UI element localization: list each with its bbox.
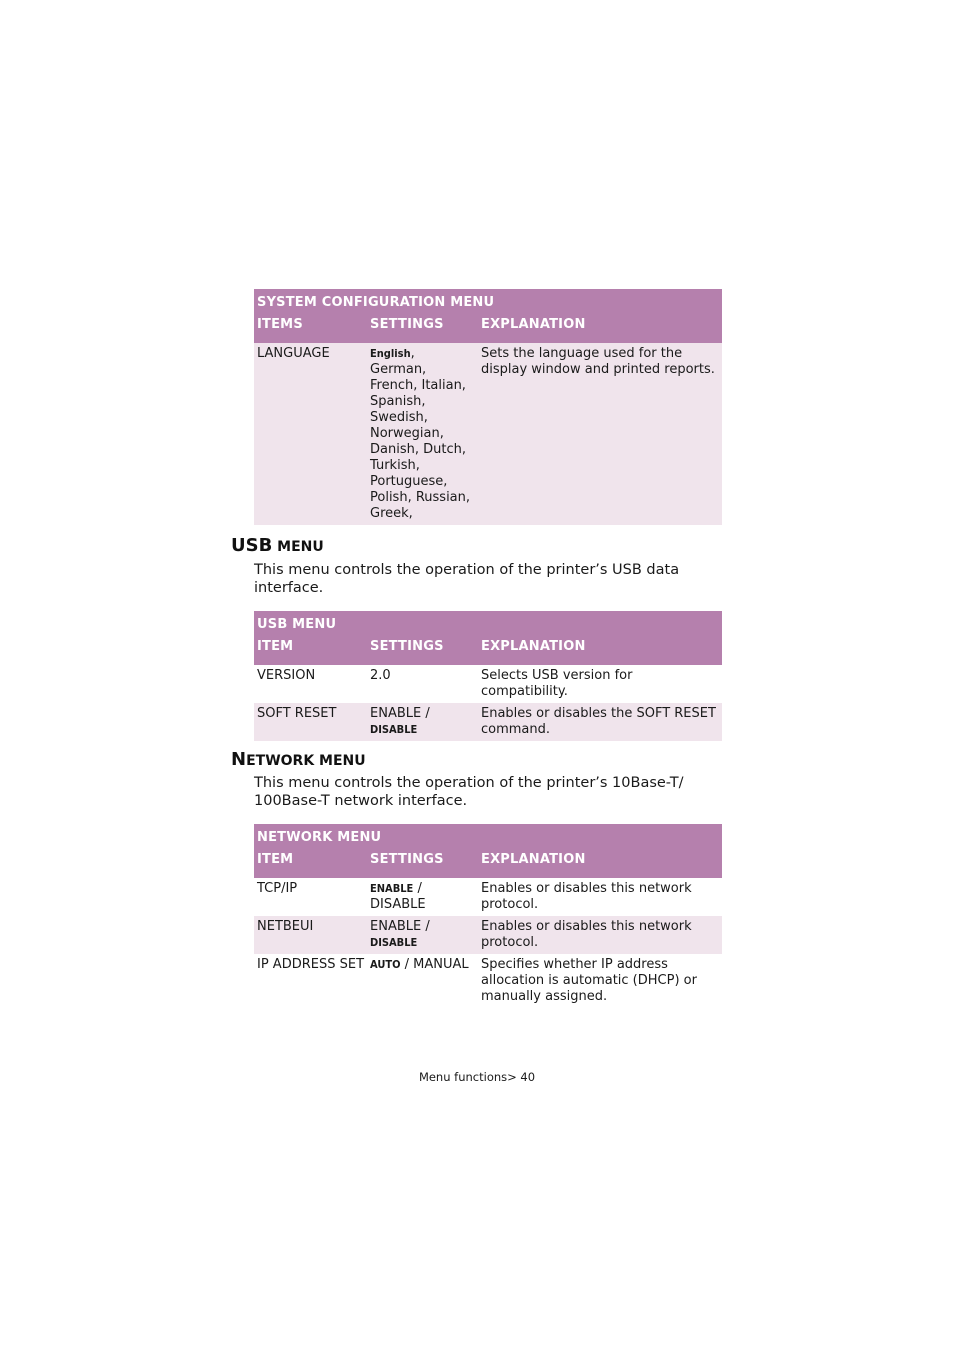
default-setting: AUTO <box>370 958 401 971</box>
default-setting: DISABLE <box>370 723 418 736</box>
item-cell: IP ADDRESS SET <box>254 954 367 1008</box>
table-row <box>254 916 722 954</box>
column-header-explanation: EXPLANATION <box>478 850 722 878</box>
settings-cell: ENABLE / DISABLE <box>367 878 478 916</box>
column-header-items: ITEMS <box>254 315 367 343</box>
explanation-cell: Sets the language used for the display window and printed reports. <box>478 343 722 525</box>
table-row <box>254 954 722 1008</box>
explanation-cell: Enables or disables this network protocol. <box>478 916 722 954</box>
column-header-explanation: EXPLANATION <box>478 315 722 343</box>
settings-cell: AUTO / MANUAL <box>367 954 478 1008</box>
usb-menu-table <box>254 611 722 741</box>
explanation-cell: Enables or disables this network protocol. <box>478 878 722 916</box>
settings-cell: 2.0 <box>367 665 478 703</box>
item-cell: LANGUAGE <box>254 343 367 525</box>
network-menu-table <box>254 824 722 1008</box>
usb-menu-heading: USB MENU <box>231 535 324 556</box>
settings-cell: ENABLE / DISABLE <box>367 916 478 954</box>
column-header-item: ITEM <box>254 850 367 878</box>
column-header-settings: SETTINGS <box>367 637 478 665</box>
item-cell: VERSION <box>254 665 367 703</box>
table-row <box>254 665 722 703</box>
explanation-cell: Specifies whether IP address allocation is automatic (DHCP) or manually assigned. <box>478 954 722 1008</box>
network-intro-text: This menu controls the operation of the printer’s 10Base-T/ 100Base-T network interface. <box>254 775 684 809</box>
explanation-cell: Enables or disables the SOFT RESET command. <box>478 703 722 741</box>
settings-cell: ENABLE / DISABLE <box>367 703 478 741</box>
column-header-item: ITEM <box>254 637 367 665</box>
item-cell: NETBEUI <box>254 916 367 954</box>
column-header-settings: SETTINGS <box>367 315 478 343</box>
column-header-settings: SETTINGS <box>367 850 478 878</box>
usb-table-title: USB MENU <box>254 611 722 637</box>
table-row <box>254 343 722 525</box>
page-footer: Menu functions> 40 <box>418 1070 536 1084</box>
default-setting: ENABLE <box>370 882 414 895</box>
settings-options: , German, French, Italian, Spanish, Swedish, Norwegian, Danish, Dutch, Turkish, Portuguese, Polish, Russian, Greek, <box>370 346 471 521</box>
explanation-cell: Selects USB version for compatibility. <box>478 665 722 703</box>
column-header-explanation: EXPLANATION <box>478 637 722 665</box>
settings-cell <box>367 343 478 525</box>
item-cell: TCP/IP <box>254 878 367 916</box>
usb-intro-text: This menu controls the operation of the printer’s USB data interface. <box>254 562 680 596</box>
default-setting: DISABLE <box>370 936 418 949</box>
network-menu-heading: NETWORK MENU <box>231 749 366 770</box>
default-setting: English <box>370 347 411 360</box>
item-cell: SOFT RESET <box>254 703 367 741</box>
table-row <box>254 703 722 741</box>
system-config-table <box>254 289 722 525</box>
network-table-title: NETWORK MENU <box>254 824 722 850</box>
system-config-table-title: SYSTEM CONFIGURATION MENU <box>254 289 722 315</box>
table-row <box>254 878 722 916</box>
